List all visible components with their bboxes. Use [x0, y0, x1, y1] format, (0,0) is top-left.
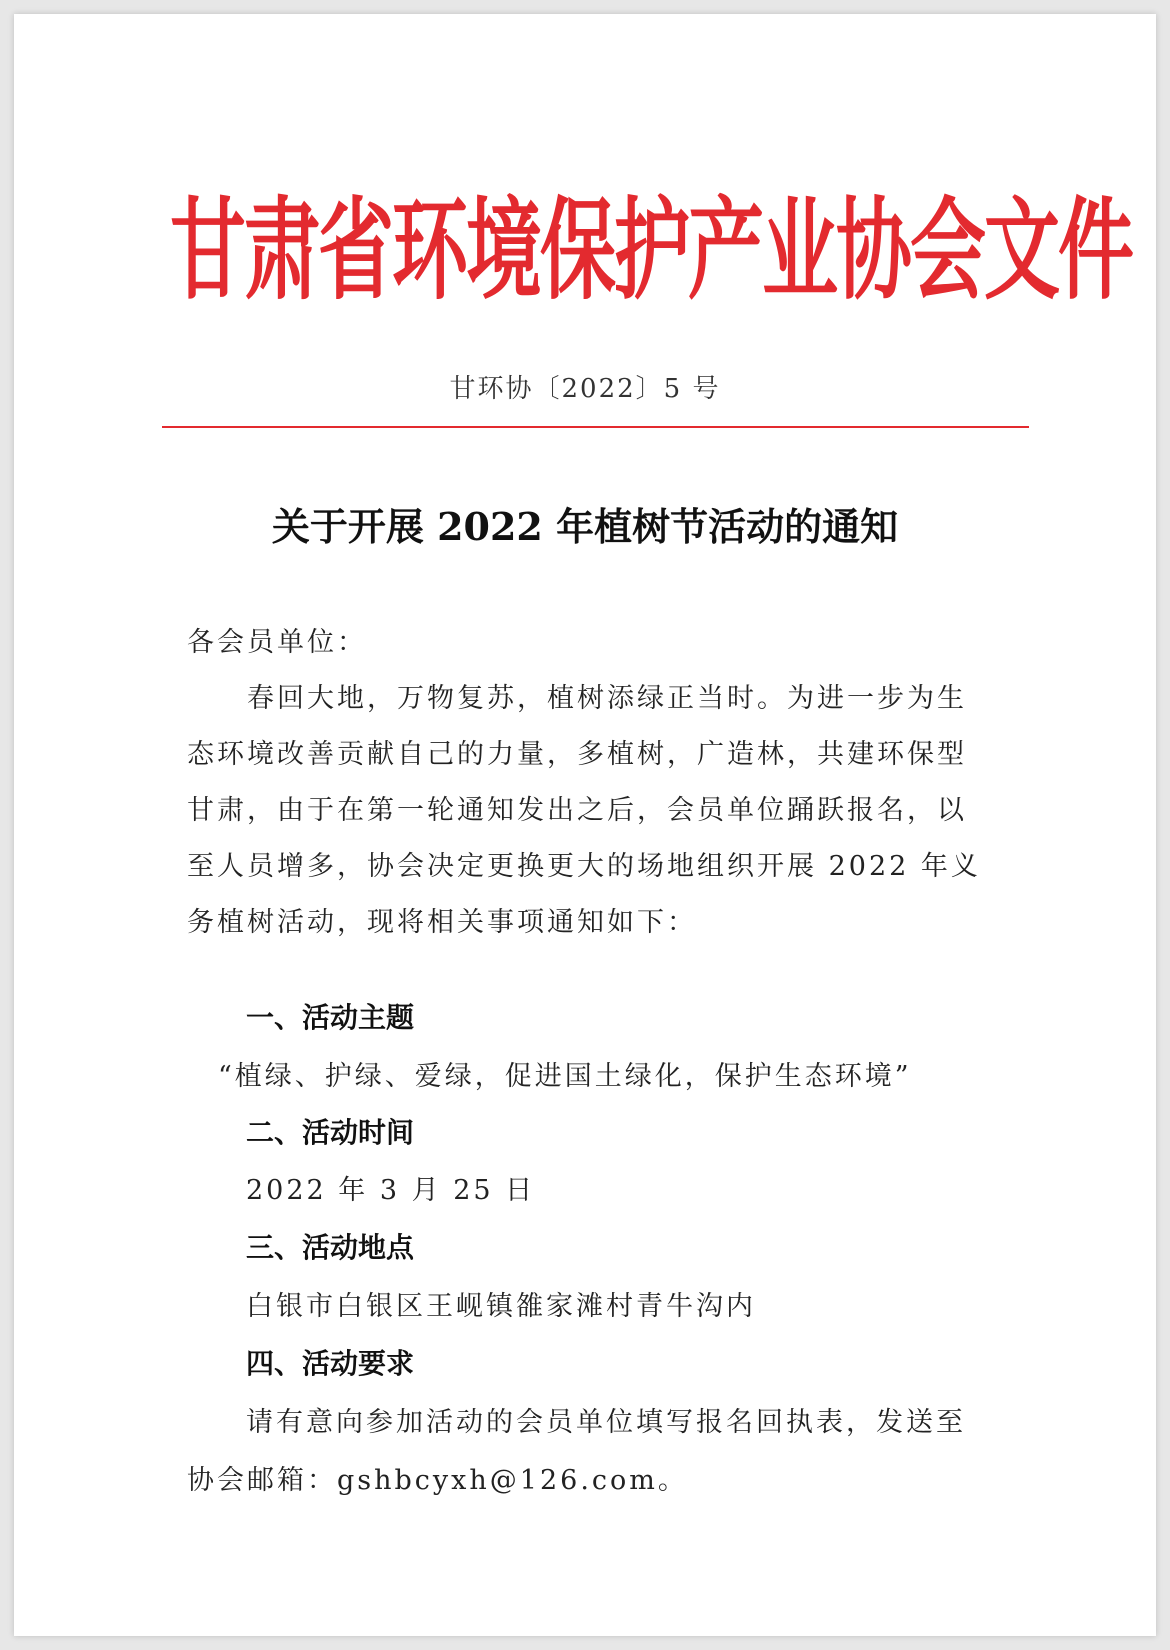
- intro-line-2: 态环境改善贡献自己的力量，多植树，广造林，共建环保型: [187, 739, 967, 770]
- section-heading-requirements: 四、活动要求: [246, 1347, 415, 1380]
- section-heading-theme: 一、活动主题: [246, 1001, 415, 1034]
- red-divider-line: [162, 426, 1029, 428]
- section-content-requirements-line-2: 协会邮箱：gshbcyxh@126.com。: [187, 1465, 688, 1496]
- intro-line-3: 甘肃，由于在第一轮通知发出之后，会员单位踊跃报名，以: [187, 795, 967, 826]
- section-heading-time: 二、活动时间: [246, 1116, 415, 1149]
- intro-line-4: 至人员增多，协会决定更换更大的场地组织开展 2022 年义: [187, 851, 981, 882]
- masthead-title: 甘肃省环境保护产业协会文件: [170, 185, 1132, 315]
- section-heading-location: 三、活动地点: [246, 1231, 415, 1264]
- section-content-theme: “植绿、护绿、爱绿，促进国土绿化，保护生态环境”: [218, 1061, 912, 1092]
- intro-line-1: 春回大地，万物复苏，植树添绿正当时。为进一步为生: [247, 683, 967, 714]
- notice-title: 关于开展 2022 年植树节活动的通知: [271, 504, 899, 549]
- salutation: 各会员单位：: [187, 627, 367, 658]
- section-content-location: 白银市白银区王岘镇雒家滩村青牛沟内: [246, 1291, 756, 1322]
- section-content-time: 2022 年 3 月 25 日: [246, 1175, 536, 1206]
- intro-line-5: 务植树活动，现将相关事项通知如下：: [187, 907, 697, 938]
- section-content-requirements-line-1: 请有意向参加活动的会员单位填写报名回执表，发送至: [246, 1407, 966, 1438]
- document-number: 甘环协〔2022〕5 号: [449, 374, 721, 404]
